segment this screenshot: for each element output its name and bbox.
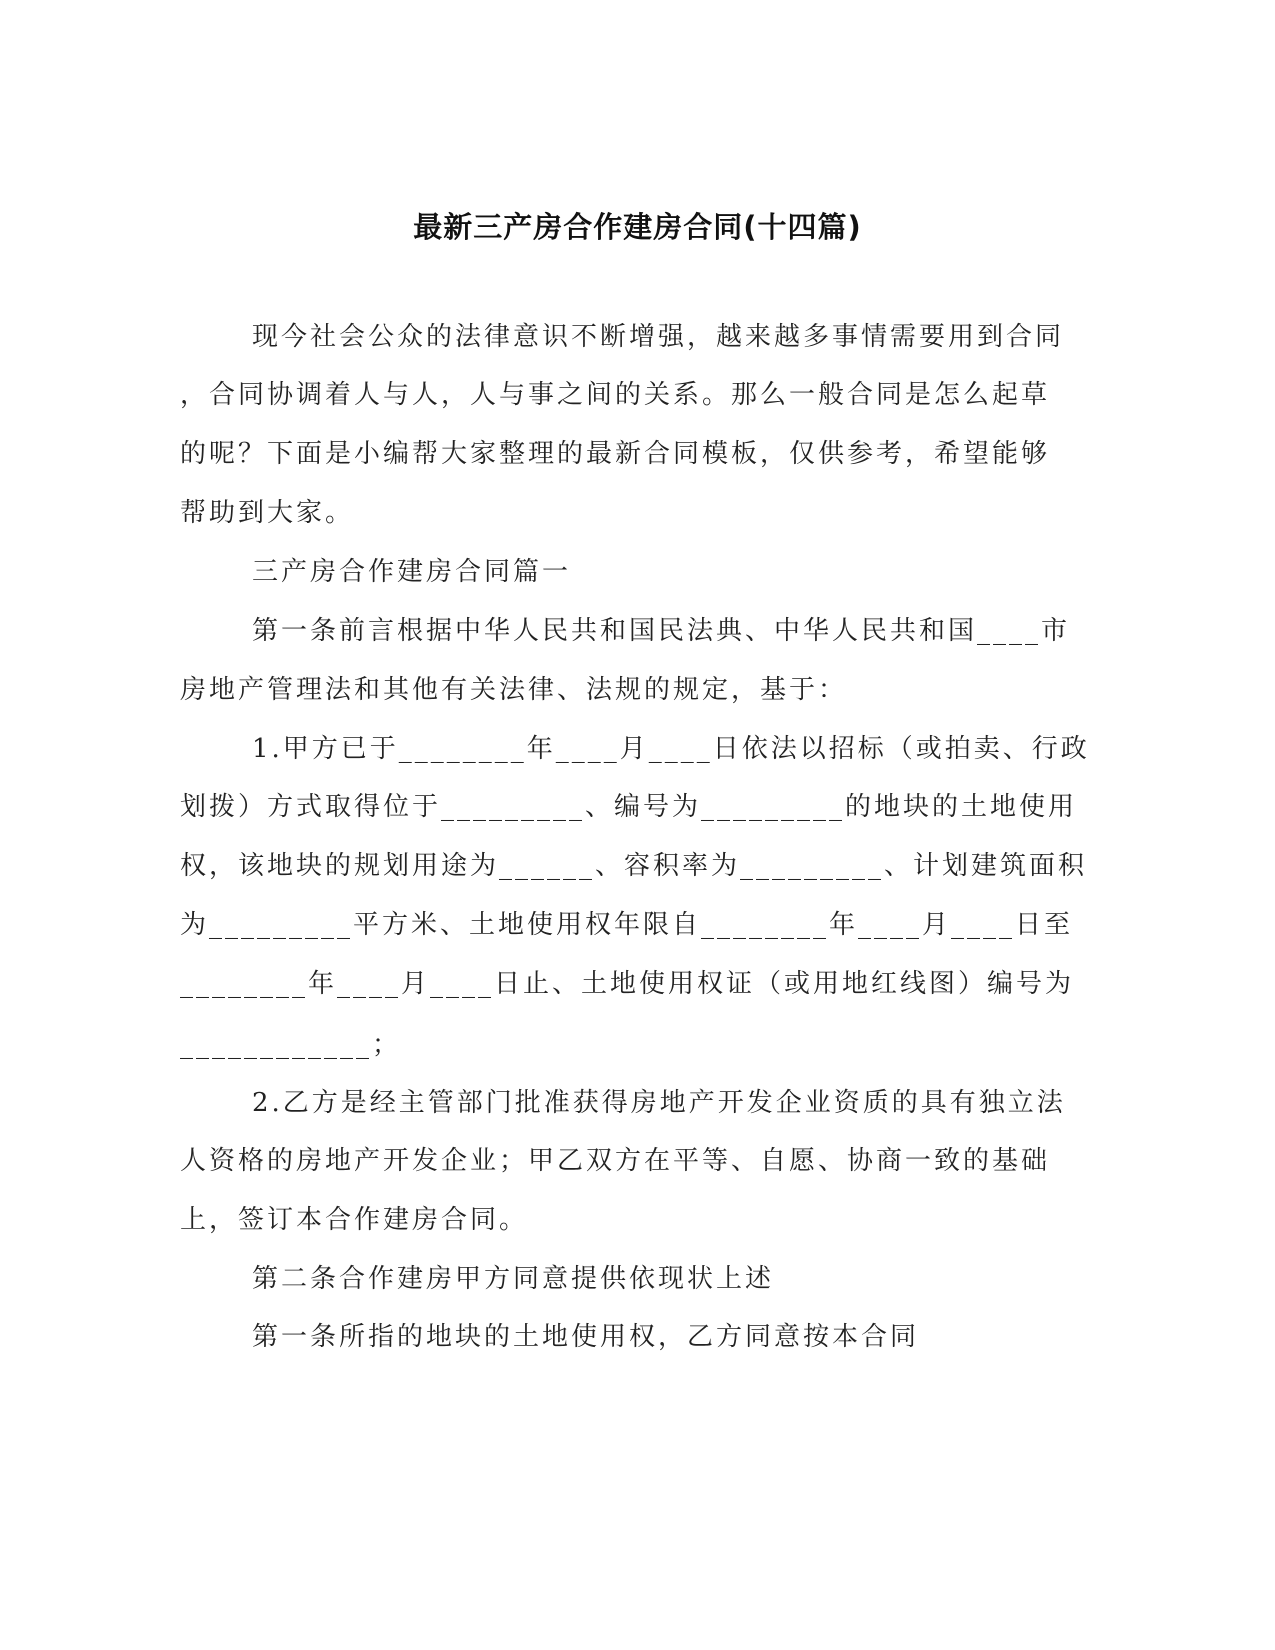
document-title: 最新三产房合作建房合同(十四篇) [413, 210, 862, 244]
text-line: ____________； [180, 1030, 402, 1060]
text-line: 权，该地块的规划用途为______、容积率为_________、计划建筑面积 [180, 851, 1088, 881]
text-line: 人资格的房地产开发企业；甲乙双方在平等、自愿、协商一致的基础 [180, 1146, 1051, 1176]
text-line: 的呢？下面是小编帮大家整理的最新合同模板，仅供参考，希望能够 [180, 439, 1051, 469]
text-line: 现今社会公众的法律意识不断增强，越来越多事情需要用到合同 [252, 322, 1065, 352]
text-line: 第一条所指的地块的土地使用权，乙方同意按本合同 [252, 1322, 920, 1352]
text-line: 2.乙方是经主管部门批准获得房地产开发企业资质的具有独立法 [252, 1088, 1066, 1118]
text-line: 上，签订本合作建房合同。 [180, 1205, 529, 1235]
text-line: 第二条合作建房甲方同意提供依现状上述 [252, 1264, 775, 1294]
text-line: ________年____月____日止、土地使用权证（或用地红线图）编号为 [180, 969, 1075, 999]
text-line: 为_________平方米、土地使用权年限自________年____月____日至 [180, 910, 1074, 940]
text-line: 1.甲方已于________年____月____日依法以招标（或拍卖、行政 [252, 734, 1090, 764]
text-line: 房地产管理法和其他有关法律、法规的规定，基于： [180, 675, 848, 705]
text-line: ，合同协调着人与人，人与事之间的关系。那么一般合同是怎么起草 [180, 380, 1051, 410]
text-line: 第一条前言根据中华人民共和国民法典、中华人民共和国____市 [252, 616, 1071, 646]
section-heading: 三产房合作建房合同篇一 [252, 557, 572, 587]
text-line: 帮助到大家。 [180, 498, 355, 528]
text-line: 划拨）方式取得位于_________、编号为_________的地块的土地使用 [180, 792, 1078, 822]
